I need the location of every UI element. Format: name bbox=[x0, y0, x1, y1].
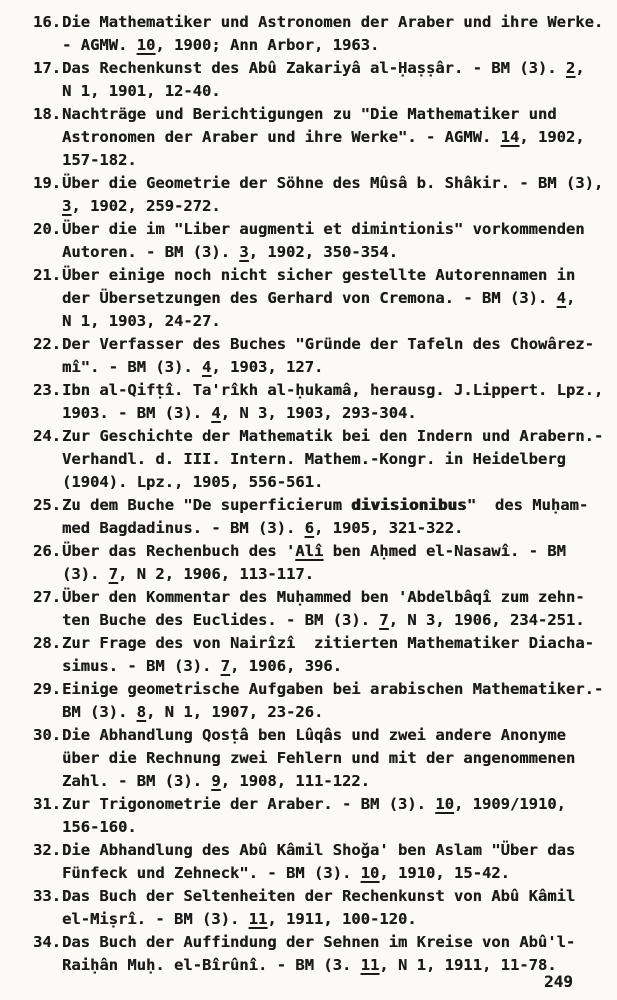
entry-text-line bbox=[62, 908, 611, 931]
entry-text: Ibn al-Qifṭî. Ta'rîkh al-ḥukamâ, herausg. J.Lippert. Lpz., bbox=[62, 381, 604, 399]
entry-text: Das Buch der Seltenheiten der Rechenkunst von Abû Kâmil bbox=[62, 887, 576, 905]
entry-text: - AGMW. bbox=[62, 36, 137, 54]
entry-text: , 1902, 259-272. bbox=[71, 197, 221, 215]
entry-text: Zahl. - BM (3). bbox=[62, 772, 212, 790]
entry-number: 32. bbox=[33, 841, 61, 859]
entry-text: , N 2, 1906, 113-117. bbox=[118, 565, 314, 583]
entry-text-line bbox=[62, 609, 611, 632]
entry-text: Der Verfasser des Buches "Gründe der Tafeln des Chowârez- bbox=[62, 335, 594, 353]
entry-text-line bbox=[62, 471, 611, 494]
entry-text-line bbox=[62, 678, 611, 701]
entry-text-line bbox=[62, 862, 611, 885]
bold-emphasis-text: divisionibus bbox=[351, 496, 467, 514]
underlined-volume-number: Alî bbox=[295, 542, 324, 560]
entry-text-line bbox=[62, 747, 611, 770]
underlined-volume-number: 10 bbox=[360, 864, 380, 882]
underlined-volume-number: 10 bbox=[136, 36, 156, 54]
bibliography-entry bbox=[33, 885, 611, 931]
bibliography-entry bbox=[33, 103, 611, 172]
entry-text-line bbox=[62, 402, 611, 425]
entry-text-line bbox=[62, 931, 611, 954]
entry-text: Über die im "Liber augmenti et dimintionis" vorkommenden bbox=[62, 220, 585, 238]
entry-number: 21. bbox=[33, 266, 61, 284]
entry-text: Über das Rechenbuch des ' bbox=[62, 542, 296, 560]
entry-text-line bbox=[62, 701, 611, 724]
entry-text: , 1911, 100-120. bbox=[267, 910, 417, 928]
entry-number: 30. bbox=[33, 726, 61, 744]
entry-text-line bbox=[62, 793, 611, 816]
bibliography-entry bbox=[33, 57, 611, 103]
bibliography-entry bbox=[33, 425, 611, 494]
entry-text: Astronomen der Araber und ihre Werke". - AGMW. bbox=[62, 128, 501, 146]
entry-text-line bbox=[62, 195, 611, 218]
entry-text: (3). bbox=[62, 565, 109, 583]
entry-text-line bbox=[62, 218, 611, 241]
entry-text-line bbox=[62, 425, 611, 448]
entry-text: mî". - BM (3). bbox=[62, 358, 202, 376]
entry-number: 22. bbox=[33, 335, 61, 353]
entry-text: Zur Geschichte der Mathematik bei den Indern und Arabern.- bbox=[62, 427, 604, 445]
entry-text-line bbox=[62, 11, 611, 34]
entry-text: , 1909/1910, bbox=[453, 795, 566, 813]
entry-text-line bbox=[62, 586, 611, 609]
entry-text-line bbox=[62, 954, 611, 977]
entry-text: Die Abhandlung Qosṭâ ben Lûqâs und zwei andere Anonyme bbox=[62, 726, 566, 744]
entry-text: Zur Frage des von Nairîzî zitierten Mathematiker Diacha- bbox=[62, 634, 594, 652]
entry-text: 157-182. bbox=[62, 151, 137, 169]
entry-text-line bbox=[62, 57, 611, 80]
underlined-volume-number: 11 bbox=[360, 956, 380, 974]
entry-text: N 1, 1903, 24-27. bbox=[62, 312, 221, 330]
entry-text-line bbox=[62, 103, 611, 126]
entry-number: 20. bbox=[33, 220, 61, 238]
underlined-volume-number: 11 bbox=[248, 910, 268, 928]
bibliography-entry bbox=[33, 218, 611, 264]
bibliography-entry bbox=[33, 379, 611, 425]
entry-text: , 1905, 321-322. bbox=[313, 519, 464, 537]
bibliography-entry bbox=[33, 839, 611, 885]
bibliography-entry bbox=[33, 540, 611, 586]
entry-text: , 1908, 111-122. bbox=[220, 772, 370, 790]
bibliography-entry bbox=[33, 632, 611, 678]
entry-text-line bbox=[62, 517, 611, 540]
entry-text: Autoren. - BM (3). bbox=[62, 243, 240, 261]
entry-text: 1903. - BM (3). bbox=[62, 404, 212, 422]
entry-text: Über den Kommentar des Muḥammed ben 'Abdelbâqî zum zehn- bbox=[62, 588, 585, 606]
entry-text: Einige geometrische Aufgaben bei arabischen Mathematiker.- bbox=[62, 680, 604, 698]
entry-text: Die Abhandlung des Abû Kâmil Shoǧa' ben Aslam "Über das bbox=[62, 841, 576, 859]
entry-text-line bbox=[62, 448, 611, 471]
bibliography-entry bbox=[33, 11, 611, 57]
bibliography-entry bbox=[33, 264, 611, 333]
entry-text-line bbox=[62, 241, 611, 264]
entry-text: Über die Geometrie der Söhne des Mûsâ b. Shâkir. - BM (3), bbox=[62, 174, 604, 192]
entry-number: 26. bbox=[33, 542, 61, 560]
underlined-volume-number: 7 bbox=[108, 565, 119, 583]
entry-number: 19. bbox=[33, 174, 61, 192]
entry-text-line bbox=[62, 172, 611, 195]
entry-text: Über einige noch nicht sicher gestellte Autorennamen in bbox=[62, 266, 576, 284]
entry-text: Das Rechenkunst des Abû Zakariyâ al-Ḥaṣṣâr. - BM (3). bbox=[62, 59, 566, 77]
entry-number: 25. bbox=[33, 496, 61, 514]
entry-text: Zur Trigonometrie der Araber. - BM (3). bbox=[62, 795, 436, 813]
entry-text-line bbox=[62, 379, 611, 402]
entry-text-line bbox=[62, 632, 611, 655]
bibliography-entry bbox=[33, 494, 611, 540]
entry-text: , 1902, 350-354. bbox=[248, 243, 398, 261]
entry-number: 24. bbox=[33, 427, 61, 445]
entry-text-line bbox=[62, 563, 611, 586]
bibliography-entry bbox=[33, 586, 611, 632]
entry-number: 27. bbox=[33, 588, 61, 606]
entry-text: , 1900; Ann Arbor, 1963. bbox=[155, 36, 380, 54]
entry-number: 16. bbox=[33, 13, 61, 31]
entry-text: , N 3, 1906, 234-251. bbox=[388, 611, 585, 629]
entry-text-line bbox=[62, 333, 611, 356]
entry-text: der Übersetzungen des Gerhard von Cremona. - BM (3). bbox=[62, 289, 557, 307]
entry-text: Zu dem Buche "De superficierum bbox=[62, 496, 352, 514]
underlined-volume-number: 7 bbox=[379, 611, 389, 629]
entry-text-line bbox=[62, 287, 611, 310]
underlined-volume-number: 6 bbox=[304, 519, 314, 537]
entry-text: BM (3). bbox=[62, 703, 137, 721]
bibliography-entry bbox=[33, 172, 611, 218]
bibliography-list bbox=[33, 11, 611, 977]
entry-text: Die Mathematiker und Astronomen der Araber und ihre Werke. bbox=[62, 13, 604, 31]
entry-text: , 1903, 127. bbox=[211, 358, 324, 376]
entry-text-line bbox=[62, 494, 611, 517]
underlined-volume-number: 9 bbox=[211, 772, 221, 790]
entry-text-line bbox=[62, 839, 611, 862]
entry-number: 34. bbox=[33, 933, 61, 951]
entry-number: 18. bbox=[33, 105, 61, 123]
entry-number: 29. bbox=[33, 680, 61, 698]
entry-text: N 1, 1901, 12-40. bbox=[62, 82, 221, 100]
bibliography-entry bbox=[33, 793, 611, 839]
entry-text-line bbox=[62, 264, 611, 287]
entry-text: (1904). Lpz., 1905, 556-561. bbox=[62, 473, 324, 491]
entry-text-line bbox=[62, 770, 611, 793]
entry-text-line bbox=[62, 80, 611, 103]
entry-number: 23. bbox=[33, 381, 61, 399]
entry-text: , bbox=[575, 59, 585, 77]
entry-text: el-Miṣrî. - BM (3). bbox=[62, 910, 249, 928]
entry-text-line bbox=[62, 34, 611, 57]
underlined-volume-number: 3 bbox=[62, 197, 72, 215]
underlined-volume-number: 7 bbox=[220, 657, 230, 675]
entry-text: ben Aḥmed el-Nasawî. - BM bbox=[323, 542, 566, 560]
entry-text: , N 1, 1907, 23-26. bbox=[146, 703, 324, 721]
entry-text: , 1902, bbox=[519, 128, 585, 146]
underlined-volume-number: 3 bbox=[239, 243, 249, 261]
entry-text: , N 1, 1911, 11-78. bbox=[379, 956, 557, 974]
page-number: 249 bbox=[544, 972, 573, 991]
entry-text: " des Muḥam- bbox=[466, 496, 589, 514]
entry-text-line bbox=[62, 310, 611, 333]
entry-text: Nachträge und Berichtigungen zu "Die Mathematiker und bbox=[62, 105, 557, 123]
entry-text-line bbox=[62, 356, 611, 379]
underlined-volume-number: 4 bbox=[201, 358, 212, 376]
entry-number: 17. bbox=[33, 59, 61, 77]
entry-number: 31. bbox=[33, 795, 61, 813]
entry-text-line bbox=[62, 816, 611, 839]
underlined-volume-number: 14 bbox=[500, 128, 520, 146]
entry-text: med Bagdadinus. - BM (3). bbox=[62, 519, 305, 537]
entry-text-line bbox=[62, 724, 611, 747]
entry-text: simus. - BM (3). bbox=[62, 657, 221, 675]
entry-number: 33. bbox=[33, 887, 61, 905]
entry-number: 28. bbox=[33, 634, 61, 652]
underlined-volume-number: 4 bbox=[211, 404, 221, 422]
entry-text: über die Rechnung zwei Fehlern und mit der angenommenen bbox=[62, 749, 576, 767]
entry-text: , 1906, 396. bbox=[229, 657, 342, 675]
entry-text: 156-160. bbox=[62, 818, 137, 836]
underlined-volume-number: 8 bbox=[136, 703, 146, 721]
entry-text-line bbox=[62, 540, 611, 563]
entry-text: ten Buche des Euclides. - BM (3). bbox=[62, 611, 380, 629]
entry-text: , bbox=[565, 289, 576, 307]
entry-text-line bbox=[62, 149, 611, 172]
entry-text: , 1910, 15-42. bbox=[379, 864, 510, 882]
entry-text: Das Buch der Auffindung der Sehnen im Kreise von Abû'l- bbox=[62, 933, 576, 951]
entry-text-line bbox=[62, 126, 611, 149]
bibliography-entry bbox=[33, 931, 611, 977]
entry-text: Raiḥân Muḥ. el-Bîrûnî. - BM (3. bbox=[62, 956, 361, 974]
bibliography-entry bbox=[33, 678, 611, 724]
bibliography-entry bbox=[33, 724, 611, 793]
bibliography-entry bbox=[33, 333, 611, 379]
entry-text-line bbox=[62, 885, 611, 908]
entry-text: Verhandl. d. III. Intern. Mathem.-Kongr. in Heidelberg bbox=[62, 450, 566, 468]
entry-text-line bbox=[62, 655, 611, 678]
underlined-volume-number: 4 bbox=[556, 289, 566, 307]
entry-text: , N 3, 1903, 293-304. bbox=[220, 404, 417, 422]
underlined-volume-number: 2 bbox=[565, 59, 576, 77]
entry-text: Fünfeck und Zehneck". - BM (3). bbox=[62, 864, 361, 882]
underlined-volume-number: 10 bbox=[435, 795, 454, 813]
